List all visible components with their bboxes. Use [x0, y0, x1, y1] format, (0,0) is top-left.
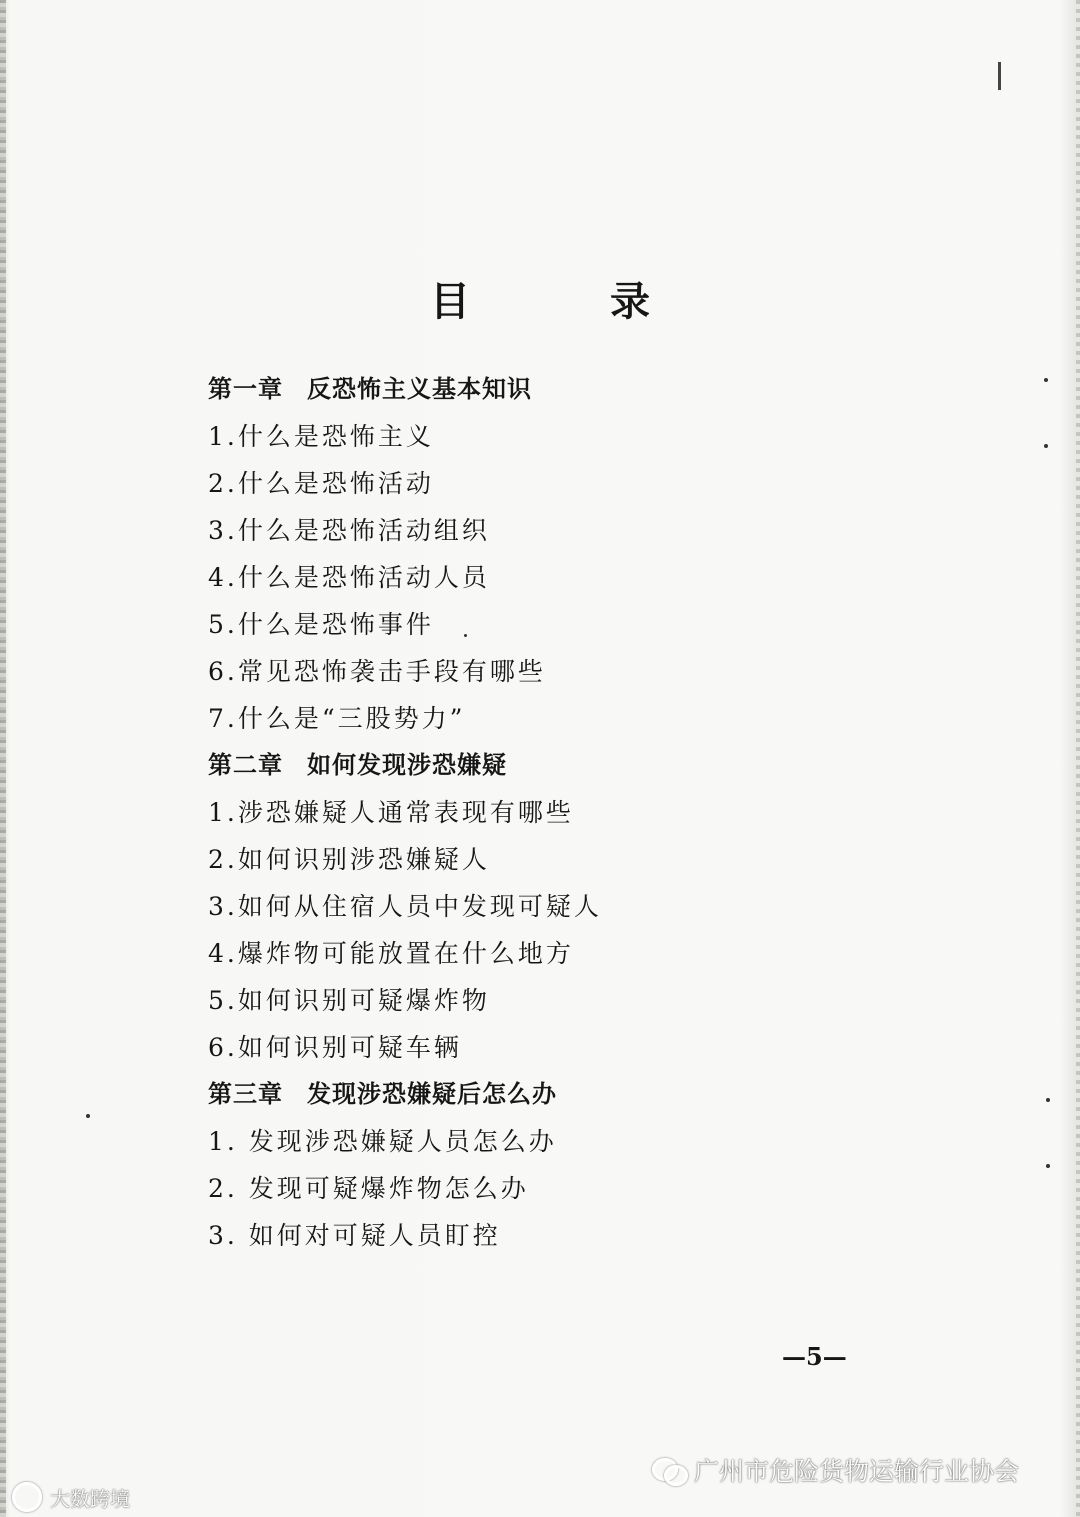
- weibo-icon: [12, 1482, 42, 1512]
- toc-item: 7.什么是“三股势力”: [208, 704, 466, 733]
- chapter-heading-1: [208, 366, 602, 413]
- toc-item: 5.什么是恐怖事件: [208, 610, 434, 639]
- toc-item: 5.如何识别可疑爆炸物: [208, 986, 490, 1015]
- scan-edge-right: [1076, 0, 1080, 1517]
- chapter-name: 如何发现涉恐嫌疑: [307, 751, 507, 779]
- scan-speck: [464, 634, 467, 637]
- scan-edge-left: [0, 0, 6, 1517]
- wechat-icon: [652, 1456, 686, 1484]
- chapter-heading-2: [208, 742, 602, 789]
- chapter-label: 第二章: [208, 751, 283, 779]
- toc-item: 6.如何识别可疑车辆: [208, 1033, 462, 1062]
- watermark-right: [652, 1452, 1019, 1488]
- toc-item: 3.什么是恐怖活动组织: [208, 516, 490, 545]
- scan-speck: [1044, 444, 1048, 448]
- watermark-right-text: 广州市危险货物运输行业协会: [694, 1457, 1020, 1486]
- chapter-name: 发现涉恐嫌疑后怎么办: [307, 1080, 557, 1108]
- toc-title: 目 录: [430, 279, 700, 325]
- toc-item: 1.涉恐嫌疑人通常表现有哪些: [208, 798, 574, 827]
- scan-speck: [1044, 378, 1048, 382]
- toc-item: 2.如何识别涉恐嫌疑人: [208, 845, 490, 874]
- toc-item: 1.什么是恐怖主义: [208, 422, 434, 451]
- toc-item: 2. 发现可疑爆炸物怎么办: [208, 1174, 529, 1203]
- watermark-left-text: 大数跨境: [50, 1486, 130, 1511]
- toc-item: 3. 如何对可疑人员盯控: [208, 1221, 501, 1250]
- scan-speck: [1046, 1098, 1050, 1102]
- toc-item: 1. 发现涉恐嫌疑人员怎么办: [208, 1127, 557, 1156]
- chapter-label: 第三章: [208, 1080, 283, 1108]
- chapter-label: 第一章: [208, 375, 283, 403]
- chapter-name: 反恐怖主义基本知识: [307, 375, 532, 403]
- toc-item: 6.常见恐怖袭击手段有哪些: [208, 657, 546, 686]
- toc-item: 3.如何从住宿人员中发现可疑人: [208, 892, 602, 921]
- toc-item: 4.爆炸物可能放置在什么地方: [208, 939, 574, 968]
- toc-item: 4.什么是恐怖活动人员: [208, 563, 490, 592]
- page-number: —5—: [782, 1342, 847, 1371]
- watermark-left: [12, 1482, 130, 1512]
- table-of-contents: [208, 366, 602, 1259]
- scan-speck: [1046, 1164, 1050, 1168]
- scan-speck: [86, 1114, 90, 1118]
- toc-item: 2.什么是恐怖活动: [208, 469, 434, 498]
- scan-mark: [998, 62, 1001, 90]
- chapter-heading-3: [208, 1071, 602, 1118]
